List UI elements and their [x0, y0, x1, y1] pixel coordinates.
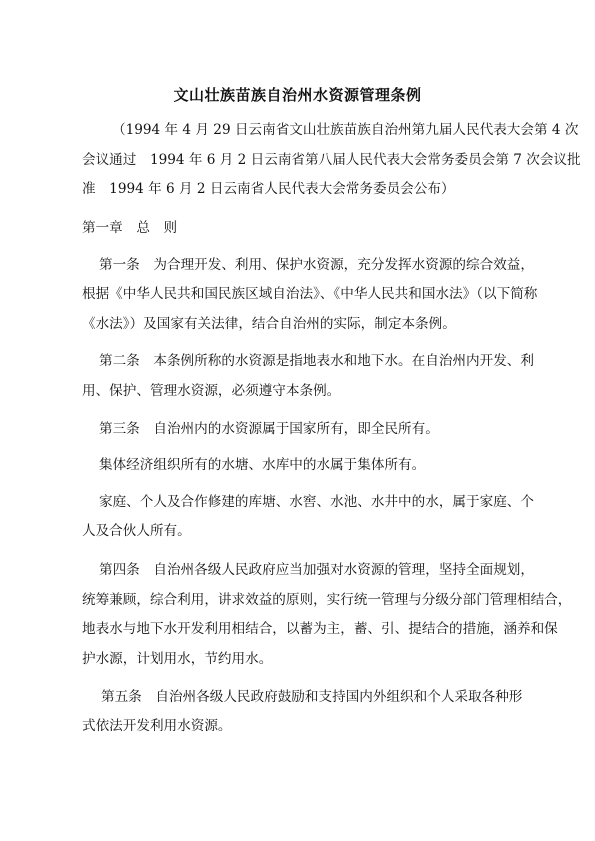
article-line: 人及合伙人所有。 — [82, 523, 191, 539]
document-title: 文山壮族苗族自治州水资源管理条例 — [173, 86, 422, 104]
article-line: 根据《中华人民共和国民族区域自治法》、《中华人民共和国水法》（以下简称 — [82, 286, 538, 302]
article-line: 第一条 为合理开发、利用、保护水资源，充分发挥水资源的综合效益， — [99, 257, 534, 273]
article-line: 地表水与地下水开发利用相结合，以蓄为主，蓄、引、提结合的措施，涵养和保 — [82, 621, 558, 637]
preamble-line: 准 1994 年 6 月 2 日云南省人民代表大会常务委员会公布） — [82, 181, 455, 197]
article-line: 统筹兼顾，综合利用，讲求效益的原则，实行统一管理与分级分部门管理相结合， — [82, 592, 572, 608]
article-line: 护水源，计划用水，节约用水。 — [82, 651, 273, 667]
preamble-line: （1994 年 4 月 29 日云南省文山壮族苗族自治州第九届人民代表大会第 4 次 — [112, 122, 579, 138]
article-line: 第五条 自治州各级人民政府鼓励和支持国内外组织和个人采取各种形 — [101, 689, 523, 705]
article-line: 用、保护、管理水资源，必须遵守本条例。 — [82, 383, 341, 399]
article-line: 集体经济组织所有的水塘、水库中的水属于集体所有。 — [99, 457, 426, 473]
chapter-heading: 第一章 总 则 — [82, 220, 178, 236]
article-line: 式依法开发利用水资源。 — [82, 718, 232, 734]
article-line: 家庭、个人及合作修建的库塘、水窖、水池、水井中的水，属于家庭、个 — [99, 494, 534, 510]
article-line: 第四条 自治州各级人民政府应当加强对水资源的管理，坚持全面规划， — [99, 562, 534, 578]
article-line: 第二条 本条例所称的水资源是指地表水和地下水。在自治州内开发、利 — [99, 353, 534, 369]
article-line: 第三条 自治州内的水资源属于国家所有，即全民所有。 — [99, 421, 439, 437]
article-line: 《水法》）及国家有关法律，结合自治州的实际，制定本条例。 — [82, 316, 456, 332]
preamble-line: 会议通过 1994 年 6 月 2 日云南省第八届人民代表大会常务委员会第 7 次会议批 — [82, 152, 581, 168]
